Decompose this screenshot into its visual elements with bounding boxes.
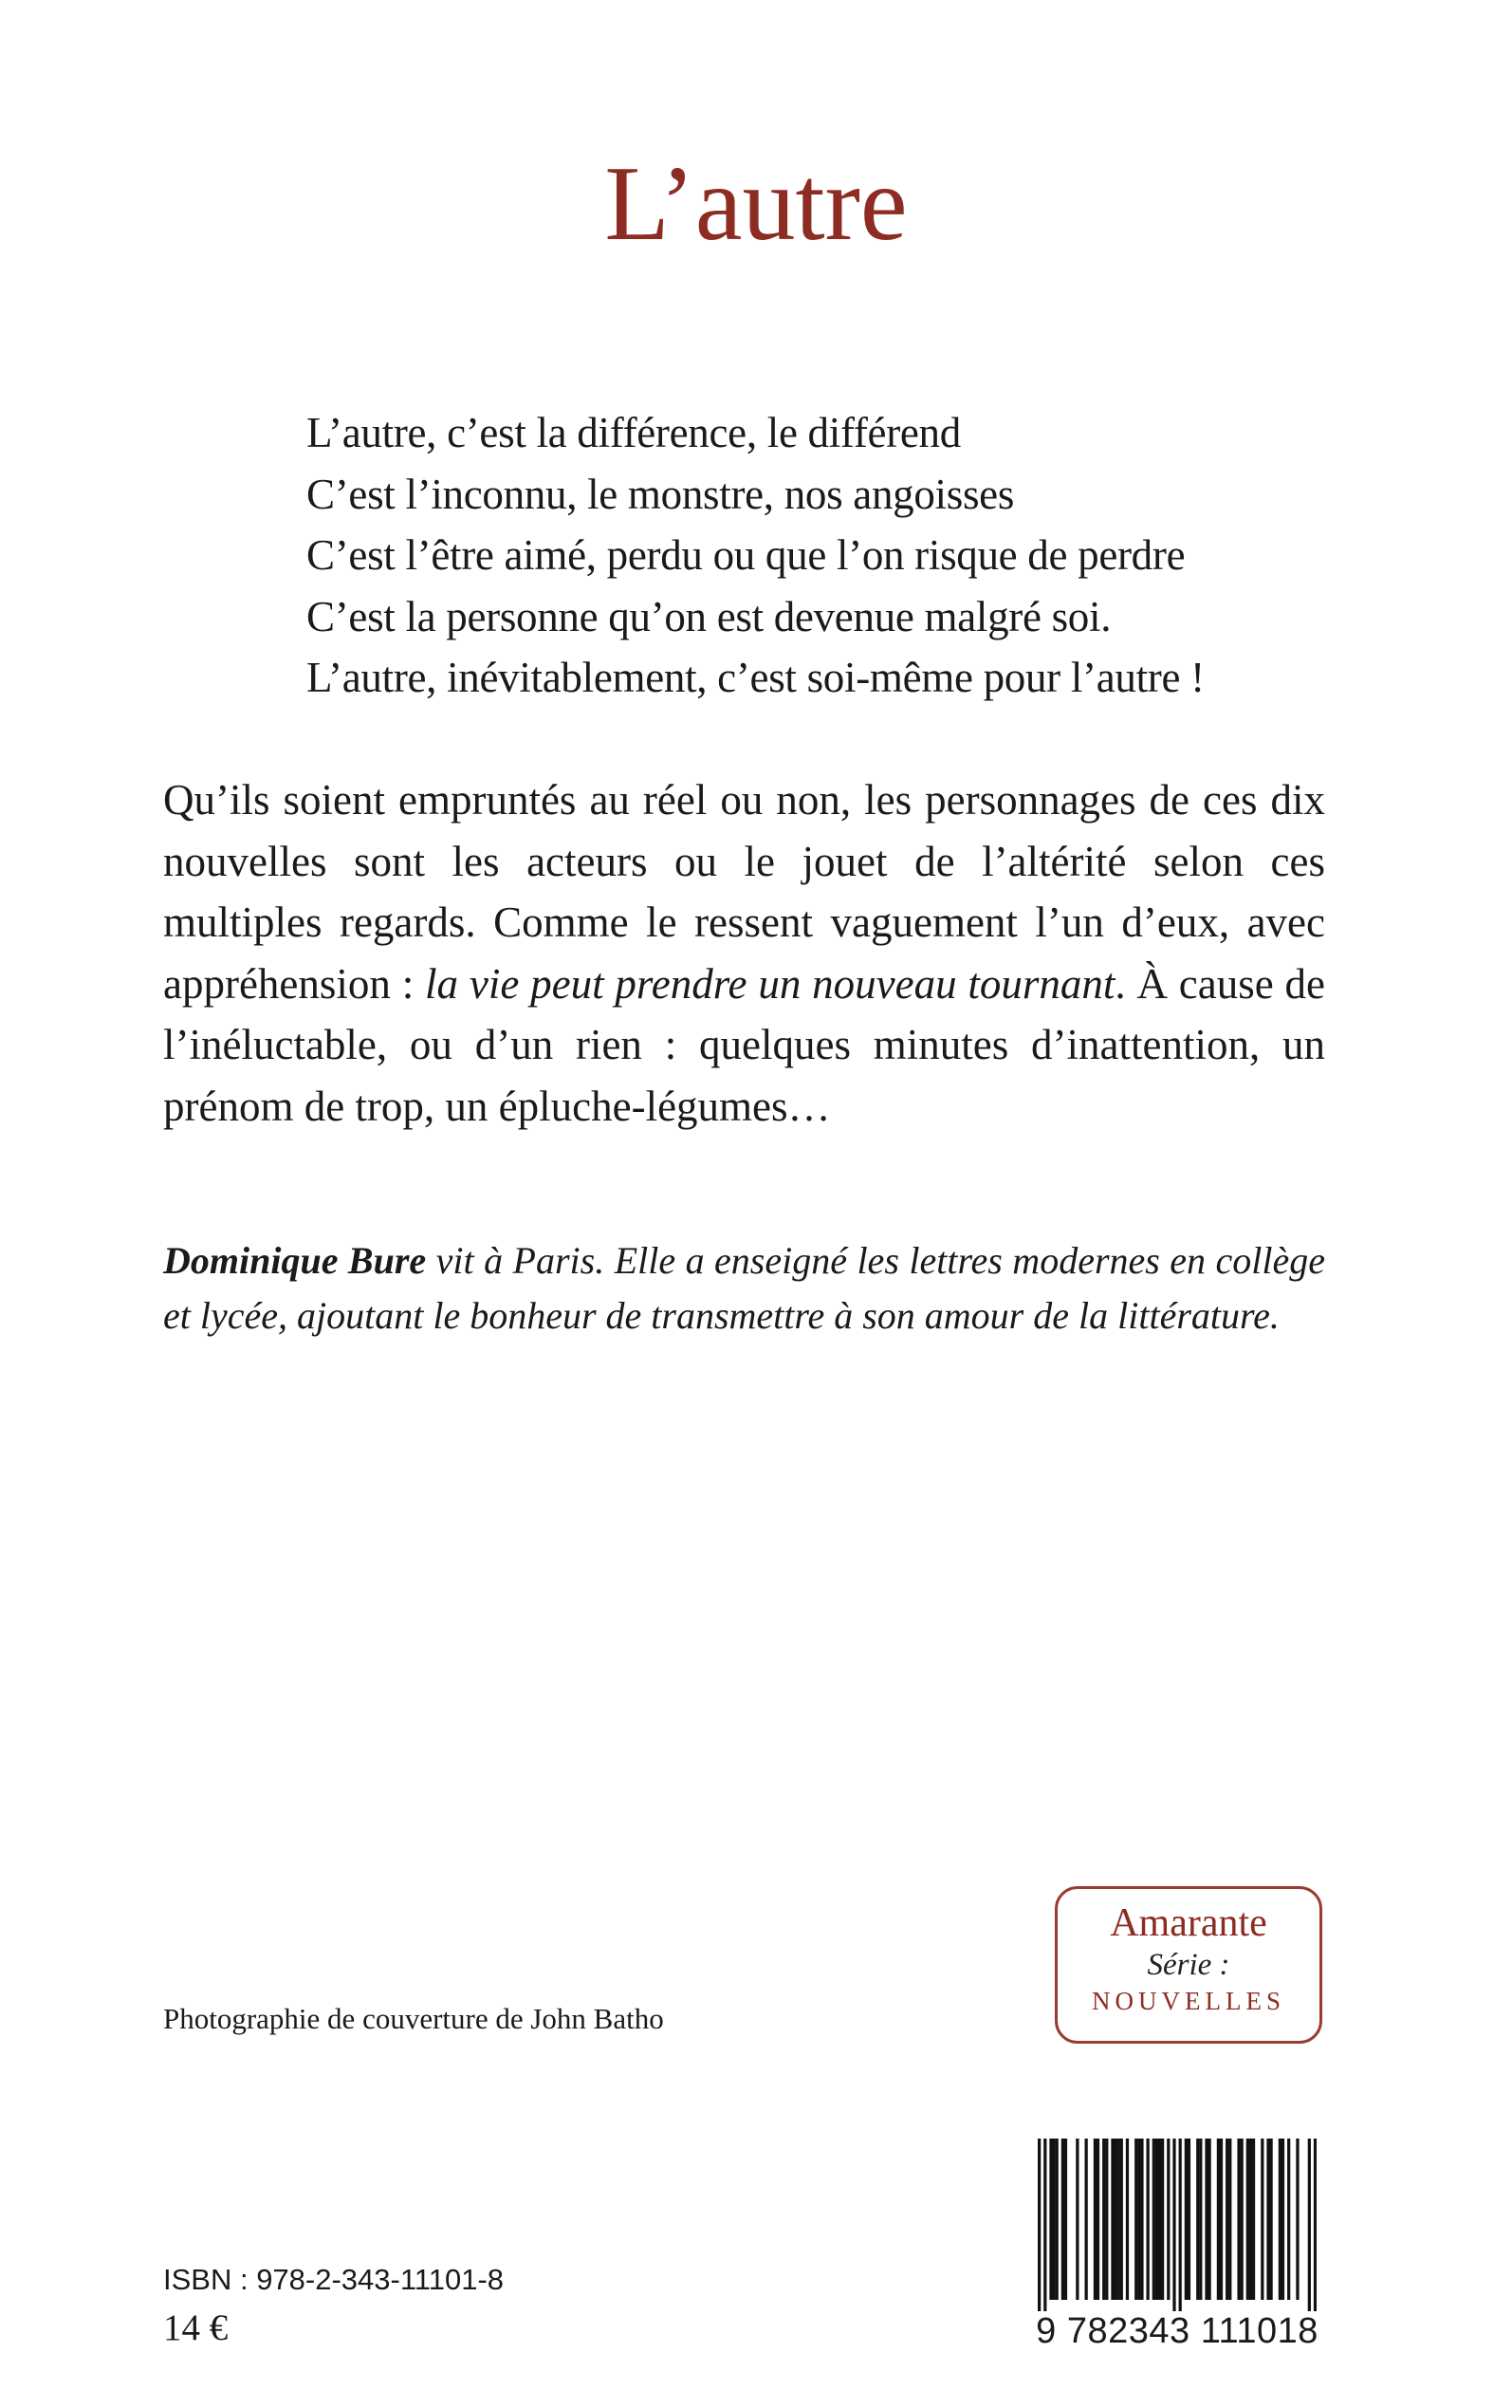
barcode-bar [1287, 2139, 1290, 2300]
barcode-bar [1205, 2139, 1208, 2300]
barcode-bar [1314, 2139, 1317, 2311]
barcode-bar [1266, 2139, 1269, 2300]
barcode-bar [1126, 2139, 1129, 2300]
barcode-bar [1217, 2139, 1220, 2300]
barcode-bar [1114, 2139, 1116, 2300]
barcode-bar [1279, 2139, 1282, 2300]
series-label: Série : [1147, 1948, 1230, 1982]
blurb-text-end: . À cause de l’inéluctable, ou d’un rien : quelques minutes d’inattention, un prénom de trop, un épluche-légumes… [163, 959, 1325, 1130]
photo-credit: Photographie de couverture de John Batho [163, 2002, 664, 2035]
barcode-bar [1241, 2139, 1244, 2300]
barcode-bar [1152, 2139, 1155, 2300]
barcode-bar [1246, 2139, 1249, 2300]
barcode-bar [1120, 2139, 1123, 2300]
author-bio [163, 1233, 1325, 1343]
barcode-bar [1185, 2139, 1188, 2300]
series-type: NOUVELLES [1092, 1987, 1285, 2015]
barcode-bar [1102, 2139, 1105, 2300]
poem-line: L’autre, c’est la différence, le différend [306, 409, 961, 456]
barcode-bar [1308, 2139, 1311, 2311]
price: 14 € [163, 2307, 229, 2348]
barcode-bar [1147, 2139, 1150, 2300]
barcode-bar [1076, 2139, 1079, 2300]
book-blurb [163, 769, 1325, 1137]
barcode-bar [1158, 2139, 1161, 2300]
series-name: Amarante [1110, 1901, 1267, 1945]
barcode-bar [1117, 2139, 1120, 2300]
barcode-bar [1140, 2139, 1143, 2300]
barcode-bar [1249, 2139, 1252, 2300]
barcode-bar [1269, 2139, 1272, 2300]
barcode-bar [1282, 2139, 1284, 2300]
barcode-bar [1105, 2139, 1108, 2300]
barcode-bar [1179, 2139, 1182, 2311]
barcode-bar [1208, 2139, 1210, 2300]
author-bio-text: vit à Paris. Elle a enseigné les lettres modernes en collège et lycée, ajoutant le bonheur de transmettre à son amour de la littérature. [163, 1239, 1326, 1337]
barcode-digits: 9 782343 111018 [1036, 2311, 1318, 2351]
barcode-bar [1226, 2139, 1228, 2300]
poem-line: L’autre, inévitablement, c’est soi-même pour l’autre ! [306, 654, 1205, 701]
barcode-bar [1038, 2139, 1041, 2311]
barcode-bar [1220, 2139, 1223, 2300]
blurb-text: Qu’ils soient empruntés au réel ou non, les personnages de ces dix nouvelles sont les acteurs ou le jouet de l’altérité selon ces multiples regards. Comme le ressent vaguement l’un d’eux, avec appréhension : [163, 776, 1325, 1008]
barcode-bar [1043, 2139, 1046, 2311]
barcode-bar [1261, 2139, 1263, 2300]
barcode-bar [1064, 2139, 1067, 2300]
barcode-bar [1155, 2139, 1158, 2300]
poem-line: C’est l’inconnu, le monstre, nos angoisses [306, 470, 1015, 518]
barcode-bar [1228, 2139, 1231, 2300]
poem-line: C’est la personne qu’on est devenue malgré soi. [306, 592, 1112, 640]
barcode-bar [1252, 2139, 1255, 2300]
book-title: L’autre [604, 145, 908, 263]
poem-line: C’est l’être aimé, perdu ou que l’on risque de perdre [306, 531, 1186, 579]
barcode-bar [1237, 2139, 1240, 2300]
barcode-bar [1137, 2139, 1140, 2300]
isbn: ISBN : 978-2-343-11101-8 [163, 2263, 505, 2296]
author-name: Dominique Bure [163, 1239, 427, 1282]
barcode-bar [1111, 2139, 1114, 2300]
barcode-bar [1296, 2139, 1299, 2300]
blurb-quote: la vie peut prendre un nouveau tournant [425, 959, 1116, 1008]
barcode-bar [1134, 2139, 1137, 2300]
barcode-bar [1097, 2139, 1099, 2300]
barcode-bar [1052, 2139, 1055, 2300]
barcode-bar [1188, 2139, 1190, 2300]
barcode [1030, 2133, 1324, 2359]
barcode-bar [1167, 2139, 1170, 2300]
poem [306, 402, 1397, 709]
barcode-bar [1056, 2139, 1059, 2300]
barcode-bar [1161, 2139, 1164, 2300]
barcode-bar [1085, 2139, 1088, 2300]
barcode-bar [1049, 2139, 1052, 2300]
barcode-bar [1172, 2139, 1175, 2311]
barcode-bar [1199, 2139, 1202, 2300]
series-badge [1055, 1886, 1322, 2044]
barcode-bars [1038, 2139, 1317, 2311]
barcode-bar [1061, 2139, 1064, 2300]
barcode-bar [1094, 2139, 1097, 2300]
barcode-bar [1196, 2139, 1199, 2300]
